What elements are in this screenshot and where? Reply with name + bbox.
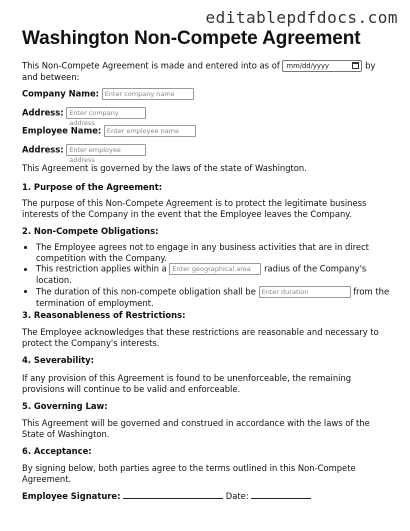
section-2-heading: 2. Non-Compete Obligations: <box>22 226 159 236</box>
employee-address-label: Address: <box>22 144 64 155</box>
employee-name-label: Employee Name: <box>22 125 102 136</box>
company-address-row <box>22 107 392 127</box>
intro-text-end: by and between: <box>22 60 376 82</box>
section-3-heading: 3. Reasonableness of Restrictions: <box>22 310 186 320</box>
section-1-body: The purpose of this Non-Compete Agreement is to protect the legitimate business interests of the Company in the event that the Employee leaves the Company. <box>22 198 367 219</box>
section-1-heading: 1. Purpose of the Agreement: <box>22 182 163 192</box>
section-4-body: If any provision of this Agreement is found to be unenforceable, the remaining provisions will continue to be valid and enforceable. <box>22 373 352 394</box>
bullet-2-text-end: radius of the Company's location. <box>36 263 367 285</box>
employee-name-row <box>22 125 392 137</box>
section-5-heading: 5. Governing Law: <box>22 401 108 411</box>
section-5-body: This Agreement will be governed and construed in accordance with the laws of the State of Washington. <box>22 418 370 439</box>
governed-text: This Agreement is governed by the laws of the state of Washington. <box>22 163 307 173</box>
company-address-input[interactable]: Enter company address <box>66 107 146 119</box>
company-name-input[interactable]: Enter company name <box>102 88 194 100</box>
signature-row <box>22 490 392 502</box>
date-placeholder: mm/dd/yyyy <box>286 62 329 70</box>
watermark: editablepdfdocs.com <box>205 8 398 27</box>
section-6-body: By signing below, both parties agree to the terms outlined in this Non-Compete Agreement. <box>22 463 356 484</box>
bullet-3-text-end: from the termination of employment. <box>36 286 390 308</box>
employee-address-row <box>22 144 392 164</box>
bullet-2-text: This restriction applies within a <box>36 263 167 274</box>
bullet-3-text: The duration of this non-compete obligation shall be <box>36 286 256 296</box>
agreement-date-input[interactable] <box>282 60 362 72</box>
company-address-label: Address: <box>22 107 64 118</box>
section-3-body: The Employee acknowledges that these restrictions are reasonable and necessary to protect the Company's interests. <box>22 327 379 348</box>
employee-signature-label: Employee Signature: <box>22 491 121 501</box>
obligations-list <box>22 242 392 308</box>
geographical-area-input[interactable]: Enter geographical area <box>169 263 261 275</box>
section-4-heading: 4. Severability: <box>22 355 94 365</box>
company-name-label: Company Name: <box>22 88 100 99</box>
page-title: Washington Non-Compete Agreement <box>22 28 361 49</box>
intro-text: This Non-Compete Agreement is made and entered into as of <box>22 60 280 71</box>
employee-address-input[interactable]: Enter employee address <box>66 144 146 156</box>
company-name-row <box>22 88 392 100</box>
calendar-icon[interactable] <box>352 62 359 69</box>
section-6-heading: 6. Acceptance: <box>22 446 92 456</box>
list-item <box>36 242 392 263</box>
signature-line[interactable] <box>123 490 223 499</box>
list-item <box>36 263 392 286</box>
date-line[interactable] <box>251 490 311 499</box>
date-label: Date: <box>225 491 249 501</box>
duration-input[interactable]: Enter duration <box>259 286 351 298</box>
bullet-1-text: The Employee agrees not to engage in any business activities that are in direct competition with the Company. <box>36 242 369 263</box>
list-item <box>36 286 392 309</box>
intro-paragraph <box>22 60 392 83</box>
section-2-list <box>22 242 392 308</box>
employee-name-input[interactable]: Enter employee name <box>104 125 196 137</box>
